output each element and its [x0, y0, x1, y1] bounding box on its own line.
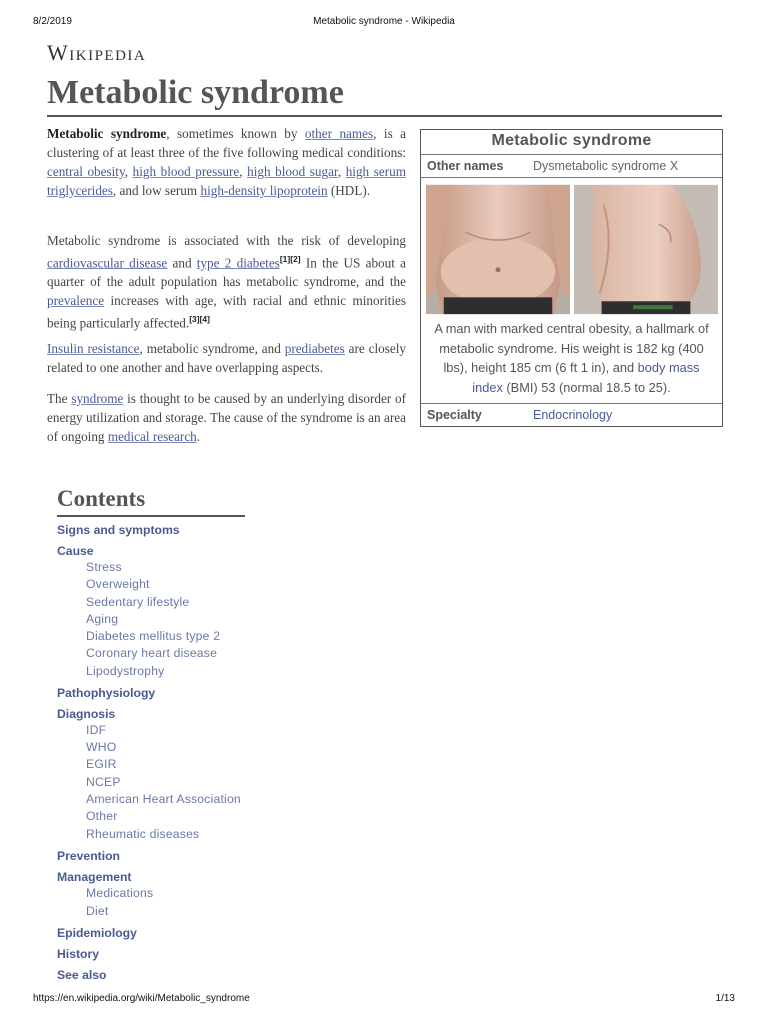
text-span: The — [47, 391, 72, 406]
table-of-contents — [57, 486, 357, 982]
text-span: , metabolic syndrome, and — [139, 341, 285, 356]
toc-item[interactable]: WHO — [86, 740, 117, 754]
print-page-number: 1/13 — [715, 993, 735, 1004]
toc-item[interactable]: Medications — [86, 886, 154, 900]
print-date: 8/2/2019 — [33, 16, 72, 27]
front-view-photo[interactable] — [426, 184, 570, 315]
side-view-photo[interactable] — [574, 184, 718, 315]
text-span: , — [124, 164, 133, 179]
infobox-row-specialty — [421, 403, 722, 426]
link-type-2-diabetes[interactable]: type 2 diabetes — [196, 255, 280, 271]
toc-item[interactable]: Rheumatic diseases — [86, 827, 200, 841]
link-high-blood-sugar[interactable]: high blood sugar — [247, 164, 338, 179]
link-high-triglycerides[interactable]: high serum triglycerides — [47, 164, 406, 198]
reference-3-4[interactable]: [3][4] — [189, 314, 210, 325]
toc-item[interactable]: Stress — [86, 560, 122, 574]
reference-1-2[interactable]: [1][2] — [279, 254, 301, 264]
toc-item[interactable]: Sedentary lifestyle — [86, 595, 190, 609]
print-url: https://en.wikipedia.org/wiki/Metabolic_syndrome — [33, 993, 250, 1004]
caption-text: A man with marked central obesity, a hallmark of metabolic syndrome. His weight is 182 kg (400 lbs), height 185 cm (6 ft 1 in), and — [434, 321, 709, 375]
toc-item[interactable]: Pathophysiology — [57, 686, 156, 700]
link-syndrome[interactable]: syndrome — [71, 391, 124, 406]
toc-item[interactable]: IDF — [86, 723, 107, 737]
toc-item[interactable]: NCEP — [86, 775, 121, 789]
text-span: , — [337, 164, 346, 179]
text-span: , is a clustering of at least three of the five following medical conditions: — [47, 126, 407, 160]
contents-heading: Contents — [57, 486, 245, 517]
infobox-row-other-names — [421, 154, 722, 177]
link-body-mass-index[interactable]: body mass index — [472, 360, 700, 395]
toc-item[interactable]: Lipodystrophy — [86, 664, 165, 678]
text-span: , — [239, 164, 248, 179]
caption-text: (BMI) 53 (normal 18.5 to 25). — [502, 379, 671, 395]
infobox — [420, 129, 723, 427]
toc-item[interactable]: Prevention — [57, 849, 120, 863]
infobox-title: Metabolic syndrome — [491, 132, 652, 149]
toc-item[interactable]: Signs and symptoms — [57, 523, 180, 537]
link-insulin-resistance[interactable]: Insulin resistance — [47, 341, 140, 356]
link-endocrinology[interactable]: Endocrinology — [533, 408, 613, 422]
link-central-obesity[interactable]: central obesity — [47, 164, 125, 179]
toc-item[interactable]: Diet — [86, 904, 109, 918]
infobox-label: Other names — [427, 159, 504, 173]
text-span: Metabolic syndrome is associated with the risk of developing — [47, 233, 406, 248]
toc-item[interactable]: History — [57, 947, 99, 961]
toc-item[interactable]: EGIR — [86, 757, 117, 771]
toc-item[interactable]: Aging — [86, 612, 119, 626]
article-title: Metabolic syndrome — [47, 74, 722, 117]
text-span: In the US about a quarter of the adult population has metabolic syndrome, and the — [47, 255, 407, 290]
link-prediabetes[interactable]: prediabetes — [284, 341, 345, 356]
toc-item[interactable]: Diagnosis — [57, 707, 116, 721]
wikipedia-logo[interactable]: Wikipedia — [47, 40, 147, 65]
link-medical-research[interactable]: medical research — [107, 429, 197, 444]
infobox-label: Specialty — [427, 408, 482, 422]
text-span: (HDL). — [327, 183, 371, 198]
toc-item[interactable]: American Heart Association — [86, 792, 241, 806]
text-span: increases with age, with racial and ethnic minorities being particularly affected. — [47, 293, 406, 331]
infobox-value: Dysmetabolic syndrome X — [533, 159, 679, 173]
intro-paragraph-2 — [47, 231, 406, 333]
toc-item[interactable]: Diabetes mellitus type 2 — [86, 629, 221, 643]
infobox-images — [421, 177, 722, 317]
toc-item[interactable]: Cause — [57, 544, 94, 558]
intro-paragraph-4 — [47, 389, 406, 446]
infobox-caption — [421, 317, 722, 403]
bold-term: Metabolic syndrome — [47, 126, 167, 141]
toc-item[interactable]: Coronary heart disease — [86, 646, 218, 660]
toc-item[interactable]: Overweight — [86, 577, 150, 591]
link-cardiovascular-disease[interactable]: cardiovascular disease — [47, 255, 168, 271]
intro-paragraph-1 — [47, 124, 406, 200]
toc-item[interactable]: See also — [57, 968, 107, 982]
link-prevalence[interactable]: prevalence — [47, 293, 105, 309]
link-other-names[interactable]: other names — [304, 126, 374, 141]
text-span: . — [196, 429, 201, 444]
toc-item[interactable]: Epidemiology — [57, 926, 137, 940]
text-span: and — [167, 255, 197, 271]
text-span: , and low serum — [112, 183, 201, 198]
print-page-title: Metabolic syndrome - Wikipedia — [313, 16, 455, 27]
toc-item[interactable]: Other — [86, 809, 118, 823]
link-high-blood-pressure[interactable]: high blood pressure — [132, 164, 240, 179]
text-span: is thought to be caused by an underlying disorder of energy utilization and storage. The cause of the syndrome is an area of ongoing — [47, 391, 406, 444]
toc-item[interactable]: Management — [57, 870, 132, 884]
text-span: , sometimes known by — [166, 126, 305, 141]
intro-paragraph-3 — [47, 339, 406, 377]
text-span: are closely related to one another and have overlapping aspects. — [47, 341, 406, 375]
link-hdl[interactable]: high-density lipoprotein — [200, 183, 328, 198]
